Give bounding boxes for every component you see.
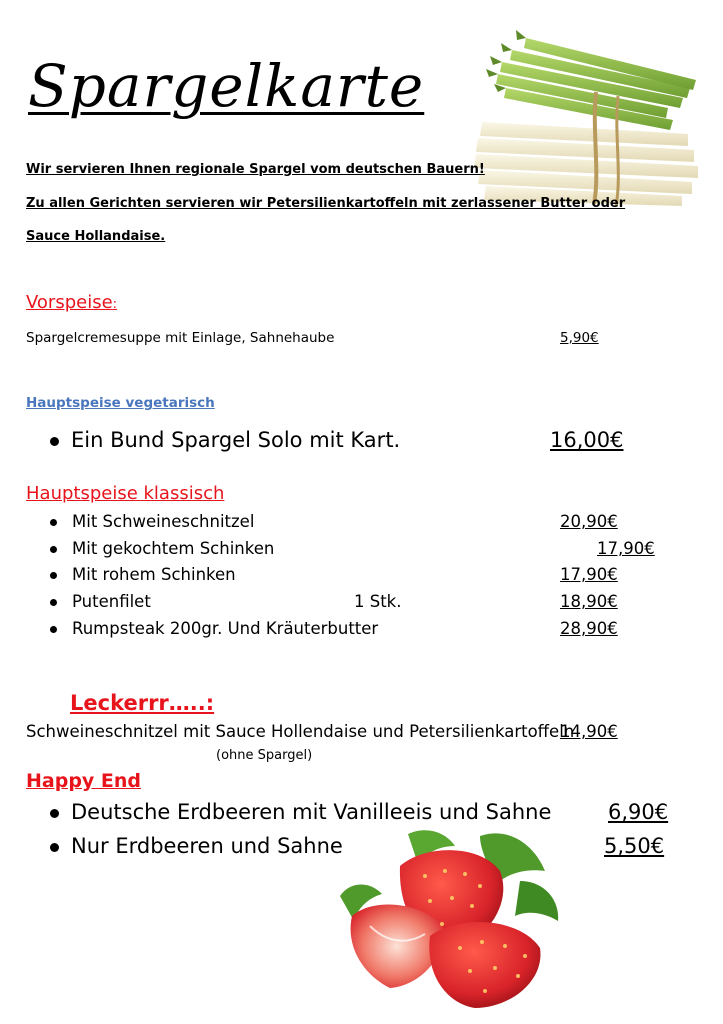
item-price: 6,90€: [608, 800, 669, 824]
leckerrr-item: Schweineschnitzel mit Sauce Hollendaise und Petersilienkartoffeln: [26, 722, 575, 741]
vorspeise-item: Spargelcremesuppe mit Einlage, Sahnehaube: [26, 330, 335, 346]
bullet: [50, 437, 59, 446]
intro-line-1: Wir servieren Ihnen regionale Spargel vom deutschen Bauern!: [26, 162, 485, 177]
item-price: 28,90€: [560, 619, 618, 638]
list-item: [50, 539, 274, 558]
strawberry-half: [351, 905, 443, 988]
item-name: Deutsche Erdbeeren mit Vanilleeis und Sahne: [71, 800, 552, 824]
bullet: [50, 809, 59, 818]
list-item: [50, 512, 254, 531]
bullet: [50, 572, 57, 579]
list-item: [50, 619, 378, 638]
intro-line-3: Sauce Hollandaise.: [26, 229, 166, 244]
veg-item: [50, 428, 400, 452]
item-price: 20,90€: [560, 512, 618, 531]
veg-item-name: Ein Bund Spargel Solo mit Kart.: [71, 428, 401, 452]
item-name: Rumpsteak 200gr. Und Kräuterbutter: [72, 619, 379, 638]
item-price: 18,90€: [560, 592, 618, 611]
page-title: Spargelkarte: [28, 52, 425, 120]
klassisch-heading: Hauptspeise klassisch: [26, 483, 225, 504]
item-name: Mit gekochtem Schinken: [72, 539, 275, 558]
bullet: [50, 626, 57, 633]
bullet: [50, 519, 57, 526]
bullet: [50, 599, 57, 606]
veg-price: 16,00€: [550, 428, 624, 452]
leckerrr-note: (ohne Spargel): [216, 748, 313, 763]
vorspeise-heading-text: Vorspeise: [26, 292, 113, 313]
intro-line-2: Zu allen Gerichten servieren wir Petersilienkartoffeln mit zerlassener Butter oder: [26, 196, 626, 211]
veg-heading: Hauptspeise vegetarisch: [26, 395, 215, 411]
item-name: Mit rohem Schinken: [72, 565, 236, 584]
strawberries-image: [330, 826, 562, 1016]
asparagus-image: [468, 22, 704, 212]
list-item: [50, 800, 551, 824]
bullet: [50, 546, 57, 553]
vorspeise-price: 5,90€: [560, 330, 599, 346]
leckerrr-heading: Leckerrr…..:: [70, 691, 215, 715]
strawberry-front: [429, 922, 540, 1008]
leckerrr-price: 14,90€: [560, 722, 618, 741]
vorspeise-heading: [26, 292, 117, 313]
white-asparagus: [474, 122, 698, 206]
list-item: [50, 592, 151, 611]
bullet: [50, 843, 59, 852]
item-name: Mit Schweineschnitzel: [72, 512, 255, 531]
list-item: [50, 565, 236, 584]
happy-end-heading: Happy End: [26, 770, 142, 792]
item-price: 5,50€: [604, 834, 665, 858]
item-price: 17,90€: [560, 565, 618, 584]
item-name: Putenfilet: [72, 592, 151, 611]
list-item: [50, 834, 343, 858]
item-qty: 1 Stk.: [354, 592, 402, 611]
vorspeise-colon: :: [112, 297, 118, 312]
item-name: Nur Erdbeeren und Sahne: [71, 834, 343, 858]
item-price: 17,90€: [597, 539, 655, 558]
green-asparagus: [486, 30, 696, 130]
